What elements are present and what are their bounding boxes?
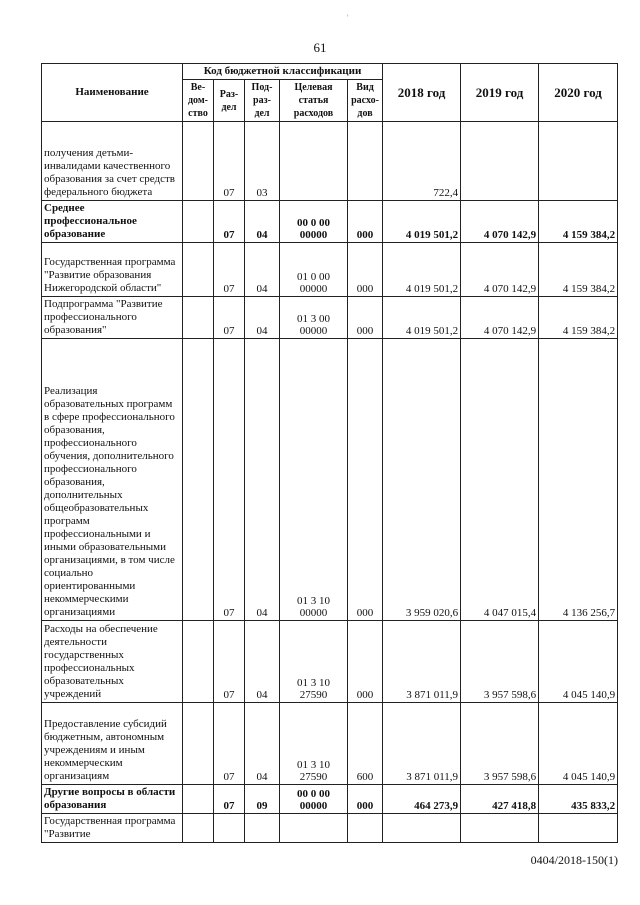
row-name: Подпрограмма "Развитие профессионального образования" bbox=[42, 297, 183, 339]
row-section: 07 bbox=[214, 201, 245, 243]
row-name: получения детьми-инвалидами качественного образования за счет средств федерального бюджета bbox=[42, 122, 183, 201]
row-type: 000 bbox=[348, 201, 383, 243]
row-type: 000 bbox=[348, 621, 383, 703]
row-target: 01 3 00 00000 bbox=[280, 297, 348, 339]
row-subsection: 04 bbox=[245, 703, 280, 785]
document-code: 0404/2018-150(1) bbox=[530, 853, 618, 867]
row-2019: 4 070 142,9 bbox=[461, 297, 539, 339]
table-row bbox=[42, 243, 618, 297]
row-section: 07 bbox=[214, 297, 245, 339]
row-subsection: 04 bbox=[245, 339, 280, 621]
table-row bbox=[42, 621, 618, 703]
row-section: 07 bbox=[214, 122, 245, 201]
page-number: 61 bbox=[313, 40, 327, 55]
header-section: Раз- дел bbox=[214, 80, 245, 122]
row-dept bbox=[183, 785, 214, 814]
row-name: Государственная программа "Развитие bbox=[42, 814, 183, 843]
row-target: 01 3 10 27590 bbox=[280, 703, 348, 785]
row-section: 07 bbox=[214, 703, 245, 785]
row-dept bbox=[183, 703, 214, 785]
row-type bbox=[348, 814, 383, 843]
row-2020: 4 159 384,2 bbox=[539, 201, 618, 243]
header-classification-group: Код бюджетной классификации bbox=[183, 64, 383, 80]
row-type: 000 bbox=[348, 297, 383, 339]
row-section bbox=[214, 814, 245, 843]
row-name: Среднее профессиональное образование bbox=[42, 201, 183, 243]
table-row bbox=[42, 785, 618, 814]
row-2020: 435 833,2 bbox=[539, 785, 618, 814]
row-dept bbox=[183, 297, 214, 339]
row-2019: 427 418,8 bbox=[461, 785, 539, 814]
budget-table bbox=[41, 63, 618, 843]
row-2018: 4 019 501,2 bbox=[383, 297, 461, 339]
row-type: 000 bbox=[348, 243, 383, 297]
row-dept bbox=[183, 339, 214, 621]
row-subsection: 04 bbox=[245, 243, 280, 297]
header-subsection: Под- раз- дел bbox=[245, 80, 280, 122]
row-name: Предоставление субсидий бюджетным, автономным учреждениям и иным некоммерческим организациям bbox=[42, 703, 183, 785]
row-2020: 4 159 384,2 bbox=[539, 243, 618, 297]
row-2020 bbox=[539, 814, 618, 843]
row-2019: 3 957 598,6 bbox=[461, 621, 539, 703]
row-type bbox=[348, 122, 383, 201]
row-target: 01 3 10 27590 bbox=[280, 621, 348, 703]
row-target: 01 3 10 00000 bbox=[280, 339, 348, 621]
row-name: Государственная программа "Развитие образования Нижегородской области" bbox=[42, 243, 183, 297]
header-target: Целевая статья расходов bbox=[280, 80, 348, 122]
row-2019: 3 957 598,6 bbox=[461, 703, 539, 785]
row-2018: 4 019 501,2 bbox=[383, 243, 461, 297]
row-type: 000 bbox=[348, 785, 383, 814]
table-row bbox=[42, 297, 618, 339]
row-2018: 722,4 bbox=[383, 122, 461, 201]
header-dept: Ве- дом- ство bbox=[183, 80, 214, 122]
row-2020: 4 159 384,2 bbox=[539, 297, 618, 339]
row-subsection: 04 bbox=[245, 297, 280, 339]
row-subsection: 04 bbox=[245, 621, 280, 703]
row-target: 01 0 00 00000 bbox=[280, 243, 348, 297]
header-name: Наименование bbox=[42, 64, 183, 122]
header-2020: 2020 год bbox=[539, 64, 618, 122]
row-target: 00 0 00 00000 bbox=[280, 785, 348, 814]
row-2019: 4 070 142,9 bbox=[461, 243, 539, 297]
row-2019: 4 047 015,4 bbox=[461, 339, 539, 621]
header-2019: 2019 год bbox=[461, 64, 539, 122]
row-section: 07 bbox=[214, 621, 245, 703]
row-2020: 4 045 140,9 bbox=[539, 621, 618, 703]
table-row bbox=[42, 339, 618, 621]
row-2019 bbox=[461, 122, 539, 201]
row-2018: 3 959 020,6 bbox=[383, 339, 461, 621]
row-2020: 4 045 140,9 bbox=[539, 703, 618, 785]
row-dept bbox=[183, 814, 214, 843]
row-target bbox=[280, 814, 348, 843]
row-subsection: 04 bbox=[245, 201, 280, 243]
row-2018: 3 871 011,9 bbox=[383, 621, 461, 703]
table-row bbox=[42, 814, 618, 843]
row-2018 bbox=[383, 814, 461, 843]
row-dept bbox=[183, 201, 214, 243]
row-2018: 4 019 501,2 bbox=[383, 201, 461, 243]
table-row bbox=[42, 703, 618, 785]
row-dept bbox=[183, 621, 214, 703]
row-name: Другие вопросы в области образования bbox=[42, 785, 183, 814]
row-2019 bbox=[461, 814, 539, 843]
row-name: Реализация образовательных программ в сфере профессионального образования, профессионального обучения, дополнительного профессионального образования, дополнительных общеобразовательных программ профессиональными и иными образовательными организациями, в том числе социально ориентированными некоммерческими организациями bbox=[42, 339, 183, 621]
row-2018: 3 871 011,9 bbox=[383, 703, 461, 785]
row-target: 00 0 00 00000 bbox=[280, 201, 348, 243]
row-2020 bbox=[539, 122, 618, 201]
header-2018: 2018 год bbox=[383, 64, 461, 122]
row-subsection: 09 bbox=[245, 785, 280, 814]
scan-mark: ʾ bbox=[346, 14, 350, 25]
row-section: 07 bbox=[214, 785, 245, 814]
row-dept bbox=[183, 243, 214, 297]
row-2018: 464 273,9 bbox=[383, 785, 461, 814]
header-expense-type: Вид расхо- дов bbox=[348, 80, 383, 122]
row-target bbox=[280, 122, 348, 201]
row-section: 07 bbox=[214, 339, 245, 621]
row-2019: 4 070 142,9 bbox=[461, 201, 539, 243]
table-row bbox=[42, 122, 618, 201]
table-row bbox=[42, 201, 618, 243]
row-section: 07 bbox=[214, 243, 245, 297]
row-type: 000 bbox=[348, 339, 383, 621]
row-subsection bbox=[245, 814, 280, 843]
row-type: 600 bbox=[348, 703, 383, 785]
row-2020: 4 136 256,7 bbox=[539, 339, 618, 621]
row-dept bbox=[183, 122, 214, 201]
row-name: Расходы на обеспечение деятельности государственных профессиональных образовательных учреждений bbox=[42, 621, 183, 703]
row-subsection: 03 bbox=[245, 122, 280, 201]
